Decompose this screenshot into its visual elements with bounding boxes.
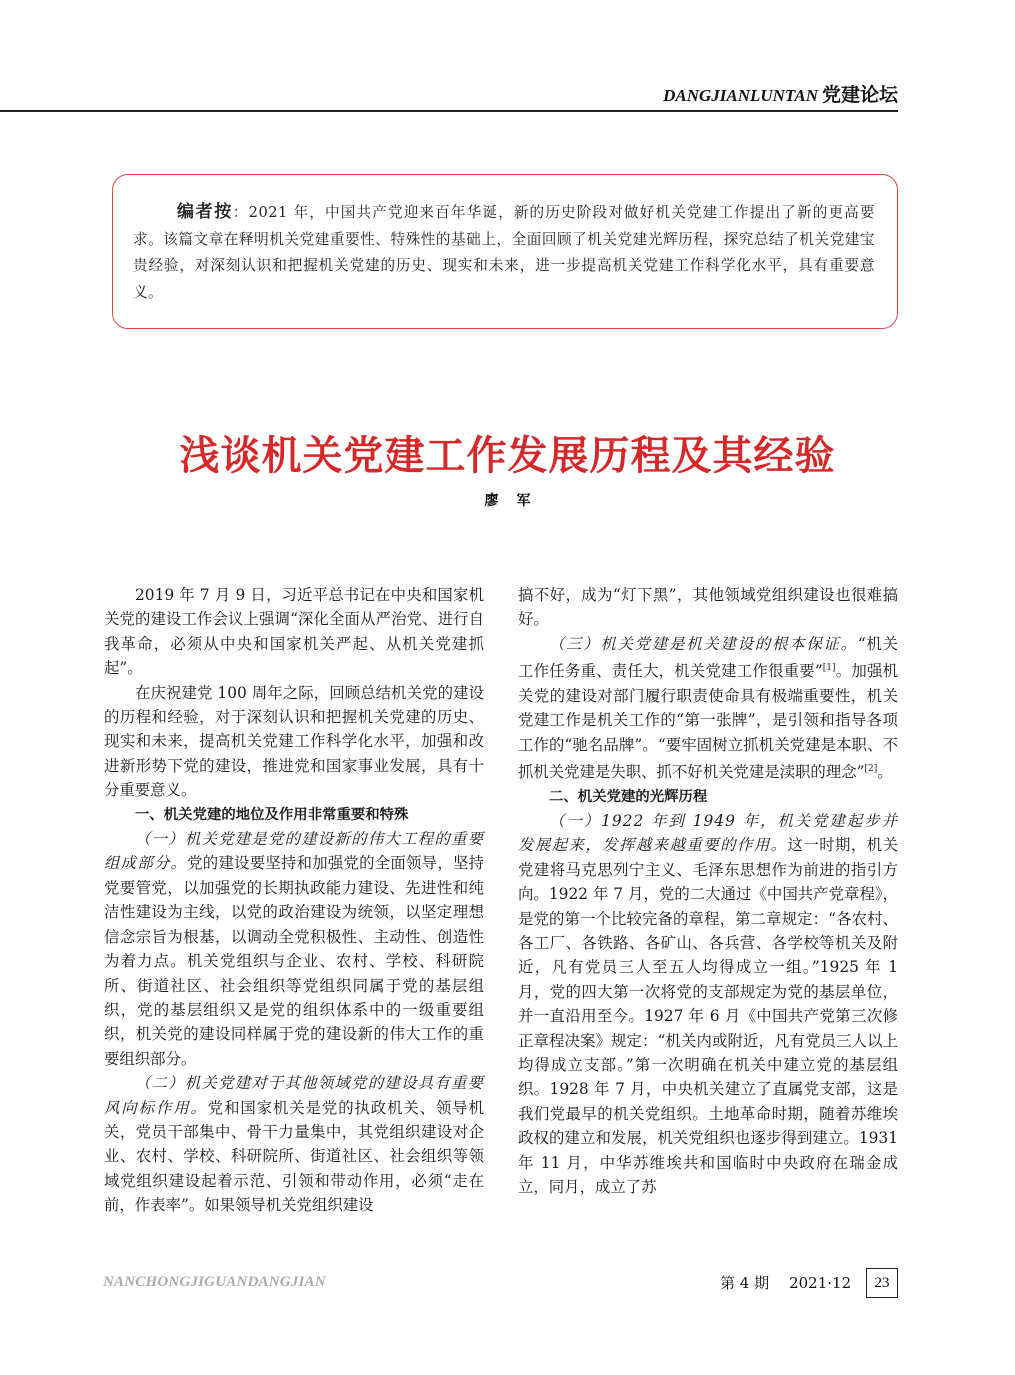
footer-issue: 第 4 期 <box>720 1274 770 1292</box>
paragraph: 搞不好，成为“灯下黑”，其他领域党组织建设也很难搞好。 <box>518 586 898 629</box>
paragraph-text: 党的建设要坚持和加强党的全面领导，坚持党要管党，以加强党的长期执政能力建设、先进性和纯洁性建设为主线，以党的政治建设为统领，以坚定理想信念宗旨为根基，以调动全党积极性、主动性、创造性为着力点。机关党组织与企业、农村、学校、科研院所、街道社区、社会组织等党组织同属于党的基层组织，党的基层组织又是党的组织体系中的一级重要组织，机关党的建设同样属于党的建设新的伟大工作的重要组织部分。 <box>104 854 484 1068</box>
paragraph-text: 这一时期，机关党建将马克思列宁主义、毛泽东思想作为前进的指引方向。1922 年 7 月，党的二大通过《中国共产党章程》，是党的第一个比较完备的章程，第二章规定：“各农村、各工厂、各铁路、各矿山、各兵营、各学校等机关及附近，凡有党员三人至五人均得成立一组。”1925 年 1 月，党的四大第一次将党的支部规定为党的基层单位，并一直沿用至今。1927 年 6 月《中国共产党第三次修正章程决案》规定：“机关内或附近，凡有党员三人以上均得成立支部。”第一次明确在机关中建立党的基层组织。1928 年 7 月，中央机关建立了直属党支部，这是我们党最早的机关党组织。土地革命时期，随着苏维埃政权的建立和发展，机关党组织也逐步得到建立。1931 年 11 月，中华苏维埃共和国临时中央政府在瑞金成立，同月，成立了苏 <box>518 836 898 1196</box>
paragraph-text: 。 <box>877 763 893 782</box>
paragraph <box>518 809 898 1200</box>
paragraph-text: 党和国家机关是党的执政机关、领导机关，党员干部集中、骨干力量集中，其党组织建设对企业、农村、学校、科研院所、街道社区、社会组织等领域党组织建设起着示范、引领和带动作用，必须“走在前，作表率”。如果领导机关党组织建设 <box>104 1098 484 1215</box>
paragraph-text: “机关工作任务重、责任大，机关党建工作很重要” <box>518 634 898 681</box>
article-title: 浅谈机关党建工作发展历程及其经验 <box>179 433 836 479</box>
reference-marker: [2] <box>864 763 878 774</box>
subsection-lead: （一）机关党建是党的建设新的伟大工程的重要组成部分。 <box>104 830 484 873</box>
subsection-lead: （一）1922 年到 1949 年，机关党建起步并发展起来，发挥越来越重要的作用。 <box>518 811 898 855</box>
section-heading: 一、机关党建的地位及作用非常重要和特殊 <box>135 806 409 823</box>
footer-journal-pinyin: NANCHONGJIGUANDANGJIAN <box>103 1274 326 1290</box>
page-number: 23 <box>866 1268 898 1298</box>
subsection-lead: （三）机关党建是机关建设的根本保证。 <box>549 634 858 653</box>
editor-note-lead: 编者按 <box>177 202 233 222</box>
journal-name <box>663 80 898 107</box>
subsection-lead: （二）机关党建对于其他领域党的建设具有重要风向标作用。 <box>104 1074 484 1117</box>
editor-note-paragraph <box>133 199 875 306</box>
paragraph: 在庆祝建党 100 周年之际，回顾总结机关党的建设的历程和经验，对于深刻认识和把握机关党建的历史、现实和未来，提高机关党建工作科学化水平，加强和改进新形势下党的建设，推进党和国家事业发展，具有十分重要意义。 <box>104 683 484 800</box>
reference-marker: [1] <box>822 663 836 674</box>
editor-note-text: ：2021 年，中国共产党迎来百年华诞，新的历史阶段对做好机关党建工作提出了新的更高要求。该篇文章在释明机关党建重要性、特殊性的基础上，全面回顾了机关党建光辉历程，探究总结了机关党建宝贵经验，对深刻认识和把握机关党建的历史、现实和未来，进一步提高机关党建工作科学化水平，具有重要意义。 <box>133 204 875 301</box>
section-heading: 二、机关党建的光辉历程 <box>549 788 708 805</box>
paragraph <box>104 827 484 1071</box>
running-header <box>0 78 898 112</box>
paragraph <box>518 632 898 785</box>
paragraph <box>104 1071 484 1217</box>
text-column-right <box>518 583 898 1199</box>
paragraph: 2019 年 7 月 9 日，习近平总书记在中央和国家机关党的建设工作会议上强调“深化全面从严治党、进行自我革命，必须从中央和国家机关严起、从机关党建抓起”。 <box>104 586 484 678</box>
editor-note-box <box>112 174 898 329</box>
footer-issue-info <box>720 1272 851 1293</box>
journal-name-latin: DANGJIANLUNTAN <box>663 86 818 105</box>
text-column-left <box>104 583 484 1218</box>
footer-date: 2021·12 <box>789 1274 852 1292</box>
paragraph-text: 。加强机关党的建设对部门履行职责使命具有极端重要性，机关党建工作是机关工作的“第一张牌”，是引领和指导各项工作的“驰名品牌”。“要牢固树立抓机关党建是本职、不抓机关党建是失职、抓不好机关党建是渎职的理念” <box>518 662 898 782</box>
journal-name-cn: 党建论坛 <box>821 84 898 106</box>
article-author: 廖军 <box>484 493 549 509</box>
